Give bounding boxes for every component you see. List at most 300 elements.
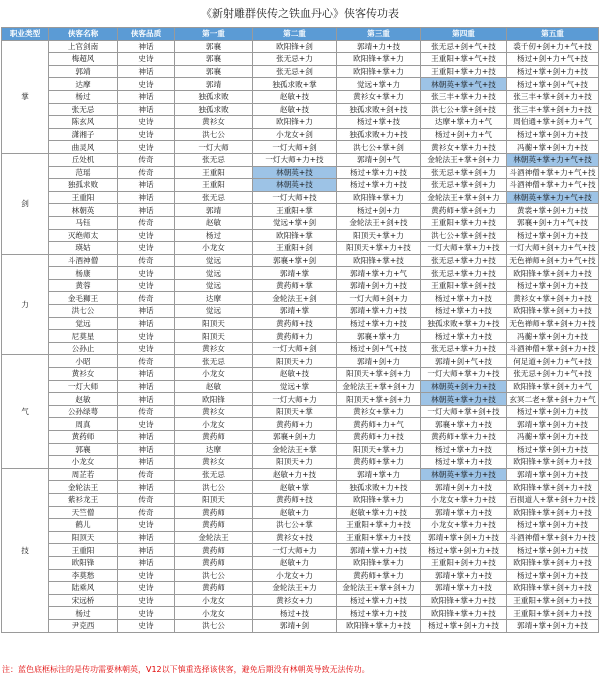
table-cell: 张三丰+掌+剑+力+技: [507, 90, 599, 103]
table-cell: 神话: [118, 443, 175, 456]
table-cell: 赵敏+力: [253, 506, 337, 519]
table-cell: 神话: [118, 481, 175, 494]
table-cell: 欧阳锋+掌+力: [337, 191, 421, 204]
table-row: [2, 216, 599, 229]
table-cell: 欧阳锋+剑: [253, 40, 337, 53]
table-cell: 张无忌: [175, 153, 253, 166]
table-cell: 杨过+掌+剑+气+技: [507, 78, 599, 91]
table-row: [2, 254, 599, 267]
table-cell: 欧阳锋+掌: [253, 229, 337, 242]
table-cell: 欧阳锋+掌+剑+力+技: [507, 582, 599, 595]
table-cell: 阳顶天: [175, 493, 253, 506]
table-cell: 尼莫星: [49, 330, 118, 343]
table-cell: 一灯大师+力: [253, 393, 337, 406]
table-cell: 杨过+掌+剑+力+技: [507, 569, 599, 582]
table-cell: 杨过+掌+力+技: [337, 594, 421, 607]
table-cell: 曲灵风: [49, 141, 118, 154]
table-row: [2, 355, 599, 368]
table-cell: 史诗: [118, 267, 175, 280]
table-cell: 黄药师: [49, 431, 118, 444]
table-cell: 杨过+掌+技: [337, 116, 421, 129]
table-cell: 何足道+剑+力+气+技: [507, 355, 599, 368]
table-cell: 欧阳锋: [49, 556, 118, 569]
table-cell: 神话: [118, 380, 175, 393]
table-row: [2, 544, 599, 557]
table-cell: 觉远: [175, 305, 253, 318]
table-row: [2, 128, 599, 141]
table-cell: 传奇: [118, 216, 175, 229]
table-cell: 传奇: [118, 254, 175, 267]
table-cell: 觉远: [49, 317, 118, 330]
table-row: [2, 431, 599, 444]
table-cell: 张无忌: [175, 468, 253, 481]
table-cell: 赵敏+技: [253, 90, 337, 103]
table-row: [2, 153, 599, 166]
table-cell: 欧阳锋+掌+力+技: [421, 594, 507, 607]
table-cell: 一灯大师: [175, 141, 253, 154]
table-cell: 小龙女+掌+力+技: [421, 493, 507, 506]
table-cell: 欧阳锋+掌+剑+力+技: [507, 456, 599, 469]
table-cell: 独孤求败+掌: [253, 78, 337, 91]
table-cell: 神话: [118, 456, 175, 469]
table-cell: 黄药师+力+气: [337, 418, 421, 431]
table-cell: 杨过+掌+力+技: [337, 317, 421, 330]
table-cell: 张无忌: [175, 191, 253, 204]
table-cell: 阳顶天: [175, 330, 253, 343]
table-cell: 张无忌+剑+气+技: [421, 40, 507, 53]
table-cell: 欧阳锋+掌+剑+力+技: [507, 556, 599, 569]
table-cell: 欧阳锋+掌+剑+力+技: [507, 506, 599, 519]
table-cell: 黄药师+掌+力: [337, 569, 421, 582]
table-cell: 杨过+掌+剑+力+技: [507, 65, 599, 78]
table-cell: 王重阳: [49, 191, 118, 204]
table-cell: 张无忌+掌+力+技: [421, 254, 507, 267]
table-cell: 小昭: [49, 355, 118, 368]
table-row: [2, 619, 599, 632]
table-cell: 王重阳: [49, 544, 118, 557]
table-cell: 林朝英+掌+力+气+技: [507, 191, 599, 204]
table-cell: 杨过: [49, 90, 118, 103]
table-cell: 郭靖+剑+气: [337, 153, 421, 166]
table-cell: 觉远+掌+力: [337, 78, 421, 91]
table-row: [2, 191, 599, 204]
table-cell: 欧阳锋+力: [253, 116, 337, 129]
table-cell: 独孤求败: [175, 103, 253, 116]
table-cell: 周真: [49, 418, 118, 431]
table-cell: 达摩: [175, 292, 253, 305]
table-cell: 杨过+掌+剑+力+技: [507, 405, 599, 418]
table-row: [2, 506, 599, 519]
table-cell: 史诗: [118, 342, 175, 355]
table-cell: 郭靖+剑+力+技: [337, 279, 421, 292]
table-cell: 独孤求败+掌+力+技: [421, 317, 507, 330]
table-cell: 郭靖+剑: [253, 619, 337, 632]
table-row: [2, 141, 599, 154]
table-cell: 欧阳锋+掌+力+技: [337, 619, 421, 632]
table-cell: 金轮法王+剑+技: [337, 216, 421, 229]
table-cell: 黄衫女+掌+力: [337, 405, 421, 418]
table-row: [2, 90, 599, 103]
table-cell: 一灯大师: [49, 380, 118, 393]
table-cell: 郭靖: [49, 65, 118, 78]
table-cell: 林朝英+掌+力+技: [421, 468, 507, 481]
table-cell: 王重阳+掌+剑+力+技: [507, 607, 599, 620]
table-cell: 欧阳锋+掌+力: [337, 493, 421, 506]
column-header: 第二重: [253, 28, 337, 41]
table-cell: 公孙止: [49, 342, 118, 355]
table-cell: 欧阳锋+掌+剑+力+技: [507, 267, 599, 280]
table-cell: 王重阳+掌+力+技: [337, 531, 421, 544]
table-cell: 传奇: [118, 468, 175, 481]
table-cell: 小龙女+掌+力+技: [421, 519, 507, 532]
table-cell: 神话: [118, 556, 175, 569]
table-cell: 李莫愁: [49, 569, 118, 582]
table-cell: 传奇: [118, 355, 175, 368]
table-cell: 金轮法王+掌+剑+力: [337, 582, 421, 595]
table-cell: 小龙女: [175, 368, 253, 381]
table-cell: 斗酒神僧+掌+力+气+技: [507, 179, 599, 192]
table-cell: 洪七公: [175, 569, 253, 582]
table-cell: 张无忌+掌+剑+力: [421, 166, 507, 179]
table-row: [2, 531, 599, 544]
table-cell: 史诗: [118, 116, 175, 129]
table-cell: 林朝英+技: [253, 179, 337, 192]
table-row: [2, 607, 599, 620]
table-cell: 郭襄: [175, 65, 253, 78]
table-cell: 一灯大师+剑+力: [337, 292, 421, 305]
table-cell: 黄药师+掌+力+技: [421, 431, 507, 444]
table-cell: 郭襄: [175, 53, 253, 66]
table-cell: 赵敏+力: [253, 556, 337, 569]
table-row: [2, 368, 599, 381]
table-cell: 史诗: [118, 594, 175, 607]
table-cell: 史诗: [118, 53, 175, 66]
table-cell: 郭靖+掌: [253, 305, 337, 318]
table-cell: 黄药师: [175, 431, 253, 444]
table-cell: 欧阳锋+掌+力: [337, 556, 421, 569]
table-cell: 瑛姑: [49, 242, 118, 255]
table-cell: 史诗: [118, 582, 175, 595]
table-row: [2, 53, 599, 66]
profession-cell: 气: [2, 355, 49, 468]
table-cell: 欧阳锋+掌+剑+力+气: [507, 380, 599, 393]
table-cell: 郭靖+掌+力: [337, 468, 421, 481]
table-cell: 金轮法王+掌+剑+力: [337, 380, 421, 393]
table-row: [2, 519, 599, 532]
table-cell: 达摩+掌+力+气: [421, 116, 507, 129]
table-cell: 斗酒神僧+掌+剑+力+技: [507, 531, 599, 544]
table-cell: 黄药师+技: [253, 493, 337, 506]
table-cell: 郭靖+剑+力: [337, 355, 421, 368]
table-cell: 郭襄: [175, 40, 253, 53]
table-cell: 黄衫女: [175, 116, 253, 129]
table-cell: 冯蘅+掌+剑+力+技: [507, 330, 599, 343]
table-cell: 史诗: [118, 569, 175, 582]
table-cell: 上官剑南: [49, 40, 118, 53]
table-cell: 杨过+掌+力+技: [421, 292, 507, 305]
table-cell: 郭靖+掌+力+技: [421, 582, 507, 595]
table-cell: 林朝英+剑+力+技: [421, 380, 507, 393]
table-cell: 黄衫女+力: [253, 594, 337, 607]
table-cell: 潇湘子: [49, 128, 118, 141]
table-cell: 王重阳+剑+力+技: [421, 556, 507, 569]
table-cell: 黄衫女+掌+力: [337, 90, 421, 103]
table-cell: 神话: [118, 65, 175, 78]
table-cell: 传奇: [118, 506, 175, 519]
table-row: [2, 405, 599, 418]
table-cell: 小龙女+力: [253, 569, 337, 582]
table-cell: 周伯通+掌+剑+力+气: [507, 116, 599, 129]
table-row: [2, 229, 599, 242]
table-cell: 郭襄+掌+力+技: [421, 418, 507, 431]
table-cell: 陆乘风: [49, 582, 118, 595]
table-cell: 阳顶天+掌+力: [337, 229, 421, 242]
table-cell: 杨过+剑+力+气+技: [507, 53, 599, 66]
table-cell: 阳顶天+掌+力: [337, 443, 421, 456]
table-cell: 传奇: [118, 166, 175, 179]
table-cell: 赵敏: [49, 393, 118, 406]
column-header: 第四重: [421, 28, 507, 41]
table-cell: 黄衫女: [49, 368, 118, 381]
table-cell: 冯蘅+掌+剑+力+技: [507, 141, 599, 154]
table-cell: 神话: [118, 544, 175, 557]
table-cell: 郭靖+掌+剑+力+技: [421, 531, 507, 544]
table-row: [2, 179, 599, 192]
table-cell: 斗酒神僧+掌+剑+力+技: [507, 342, 599, 355]
table-cell: 范瑶: [49, 166, 118, 179]
table-cell: 杨过+技: [253, 607, 337, 620]
table-row: [2, 569, 599, 582]
table-cell: 史诗: [118, 229, 175, 242]
table-cell: 尹克西: [49, 619, 118, 632]
table-cell: 欧阳锋+掌+技: [337, 254, 421, 267]
table-cell: 张无忌: [175, 355, 253, 368]
table-cell: 杨过+掌+剑+力+技: [421, 544, 507, 557]
table-row: [2, 493, 599, 506]
table-cell: 史诗: [118, 330, 175, 343]
table-cell: 欧阳锋+掌+力+技: [421, 607, 507, 620]
table-cell: 林朝英+掌+力+气+技: [507, 153, 599, 166]
table-cell: 王重阳: [175, 179, 253, 192]
table-cell: 林朝英+掌+力+技: [421, 393, 507, 406]
table-cell: 达摩: [175, 443, 253, 456]
table-cell: 杨过+掌+力+技: [421, 305, 507, 318]
table-cell: 神话: [118, 103, 175, 116]
table-cell: 杨过+剑+气+技: [337, 342, 421, 355]
table-row: [2, 78, 599, 91]
table-cell: 杨过: [49, 607, 118, 620]
table-cell: 神话: [118, 305, 175, 318]
table-cell: 金轮法王+掌+剑+力: [421, 153, 507, 166]
table-cell: 洪七公: [175, 128, 253, 141]
table-cell: 一灯大师+剑+力+气+技: [507, 242, 599, 255]
table-cell: 赵敏+技: [253, 103, 337, 116]
table-cell: 黄药师+技: [253, 317, 337, 330]
table-cell: 一灯大师+剑: [253, 342, 337, 355]
table-cell: 王重阳+掌+力+技: [421, 216, 507, 229]
table-cell: 赵敏+力+技: [253, 468, 337, 481]
table-cell: 张无忌+掌+力+技: [421, 267, 507, 280]
table-cell: 黄裳+掌+剑+力+技: [507, 204, 599, 217]
table-cell: 阳顶天: [49, 531, 118, 544]
table-cell: 紫衫龙王: [49, 493, 118, 506]
column-header: 侠客名称: [49, 28, 118, 41]
table-cell: 杨过+掌+剑+力+技: [507, 544, 599, 557]
table-row: [2, 556, 599, 569]
table-cell: 一灯大师+掌+力+技: [421, 242, 507, 255]
table-cell: 张无忌+力: [253, 53, 337, 66]
table-cell: 王重阳+掌: [253, 204, 337, 217]
table-row: [2, 393, 599, 406]
table-cell: 一灯大师+力+技: [253, 153, 337, 166]
table-cell: 传奇: [118, 292, 175, 305]
table-cell: 郭靖+掌+力+技: [421, 506, 507, 519]
table-row: [2, 40, 599, 53]
table-cell: 郭靖+掌+剑+力+技: [507, 418, 599, 431]
table-cell: 黄药师+掌: [253, 279, 337, 292]
table-cell: 独孤求败: [175, 90, 253, 103]
table-cell: 小龙女: [175, 607, 253, 620]
table-cell: 史诗: [118, 242, 175, 255]
table-cell: 杨过+掌+剑+力+技: [507, 443, 599, 456]
table-cell: 杨过+掌+剑+力+技: [507, 279, 599, 292]
table-cell: 赵敏+技: [253, 368, 337, 381]
table-cell: 郭靖+掌+力+技: [337, 305, 421, 318]
table-cell: 阳顶天+掌: [253, 405, 337, 418]
table-cell: 杨过+掌+力+技: [421, 443, 507, 456]
table-cell: 赵敏+掌: [253, 481, 337, 494]
table-cell: 小龙女: [175, 594, 253, 607]
table-row: [2, 443, 599, 456]
table-cell: 梅超风: [49, 53, 118, 66]
table-cell: 赵敏: [175, 216, 253, 229]
table-cell: 斗酒神僧: [49, 254, 118, 267]
table-cell: 觉远+掌: [253, 380, 337, 393]
table-cell: 黄药师: [175, 506, 253, 519]
table-row: [2, 204, 599, 217]
table-cell: 张无忌+掌+剑+力: [421, 179, 507, 192]
table-cell: 小龙女: [175, 418, 253, 431]
table-cell: 阳顶天: [175, 317, 253, 330]
table-row: [2, 292, 599, 305]
table-cell: 金轮法王: [175, 531, 253, 544]
table-cell: 郭襄: [49, 443, 118, 456]
table-cell: 郭靖+力+技: [337, 40, 421, 53]
table-cell: 黄衫女: [175, 405, 253, 418]
column-header: 第一重: [175, 28, 253, 41]
table-cell: 黄药师: [175, 519, 253, 532]
table-cell: 史诗: [118, 128, 175, 141]
table-cell: 金轮法王: [49, 481, 118, 494]
table-cell: 独孤求败+剑+技: [337, 103, 421, 116]
column-header: 第五重: [507, 28, 599, 41]
table-cell: 灭绝师太: [49, 229, 118, 242]
profession-cell: 掌: [2, 40, 49, 153]
table-cell: 神话: [118, 431, 175, 444]
table-row: [2, 267, 599, 280]
table-cell: 郭靖+掌+力+技: [421, 569, 507, 582]
table-cell: 神话: [118, 531, 175, 544]
table-cell: 黄药师+力+技: [337, 431, 421, 444]
table-cell: 郭靖+剑+力+技: [421, 481, 507, 494]
table-cell: 金轮法王+力: [253, 582, 337, 595]
table-row: [2, 468, 599, 481]
table-cell: 杨过+掌+剑+力+技: [507, 128, 599, 141]
profession-cell: 技: [2, 468, 49, 632]
table-cell: 一灯大师+力: [253, 544, 337, 557]
table-cell: 郭靖: [175, 204, 253, 217]
table-row: [2, 279, 599, 292]
table-cell: 杨过: [175, 229, 253, 242]
table-cell: 王重阳+掌+力+技: [421, 65, 507, 78]
table-cell: 林朝英+技: [253, 166, 337, 179]
table-cell: 金轮法王+剑: [253, 292, 337, 305]
table-cell: 张三丰+掌+力+技: [421, 90, 507, 103]
table-cell: 王重阳+掌+剑+技: [421, 279, 507, 292]
table-cell: 洪七公+掌: [253, 519, 337, 532]
table-row: [2, 342, 599, 355]
table-cell: 独孤求败+力+技: [337, 128, 421, 141]
table-cell: 传奇: [118, 405, 175, 418]
table-cell: 冯蘅+掌+剑+力+技: [507, 431, 599, 444]
table-cell: 黄衫女+掌+剑+力+技: [507, 292, 599, 305]
table-cell: 陈玄风: [49, 116, 118, 129]
table-row: [2, 594, 599, 607]
table-cell: 郭襄+剑+力: [253, 431, 337, 444]
table-cell: 杨过+掌+剑+力+技: [507, 519, 599, 532]
table-title: 《新射雕群侠传之铁血丹心》侠客传功表: [201, 7, 399, 20]
table-cell: 杨过+掌+剑+力+技: [507, 229, 599, 242]
table-cell: 杨过+掌+力+技: [337, 607, 421, 620]
table-row: [2, 456, 599, 469]
table-cell: 杨过+掌+力+技: [337, 179, 421, 192]
table-cell: 小龙女: [175, 242, 253, 255]
table-cell: 斗酒神僧+掌+力+气+技: [507, 166, 599, 179]
table-cell: 王重阳+剑: [253, 242, 337, 255]
table-cell: 黄药师+力: [253, 330, 337, 343]
table-cell: 达摩: [49, 78, 118, 91]
table-cell: 金轮法王+掌+剑+力: [421, 191, 507, 204]
table-cell: 公孙绿萼: [49, 405, 118, 418]
table-cell: 觉远: [175, 267, 253, 280]
table-cell: 郭靖+掌+剑+力+技: [507, 619, 599, 632]
table-cell: 张三丰+掌+剑+力+技: [507, 103, 599, 116]
table-cell: 王重阳+掌+力+技: [337, 519, 421, 532]
table-cell: 张无忌+剑: [253, 65, 337, 78]
table-row: [2, 242, 599, 255]
table-cell: 林朝英+掌+气+技: [421, 78, 507, 91]
table-cell: 阳顶天+力: [253, 456, 337, 469]
table-cell: 黄药师+掌+力: [337, 456, 421, 469]
table-cell: 一灯大师+掌+力+技: [421, 368, 507, 381]
table-cell: 欧阳锋+掌+力: [337, 53, 421, 66]
table-row: [2, 103, 599, 116]
table-cell: 黄药师: [175, 582, 253, 595]
table-cell: 黄衫女: [175, 342, 253, 355]
table-cell: 杨过+剑+力: [337, 204, 421, 217]
table-cell: 神话: [118, 393, 175, 406]
table-cell: 赵敏: [175, 380, 253, 393]
table-row: [2, 418, 599, 431]
table-cell: 独孤求败: [49, 179, 118, 192]
table-cell: 阳顶天+掌+剑+力: [337, 393, 421, 406]
table-cell: 王重阳+掌+气+技: [421, 53, 507, 66]
table-row: [2, 166, 599, 179]
table-cell: 无色禅师+掌+剑+力+技: [507, 317, 599, 330]
table-cell: 神话: [118, 191, 175, 204]
table-cell: 黄衫女+技: [253, 531, 337, 544]
table-cell: 神话: [118, 179, 175, 192]
